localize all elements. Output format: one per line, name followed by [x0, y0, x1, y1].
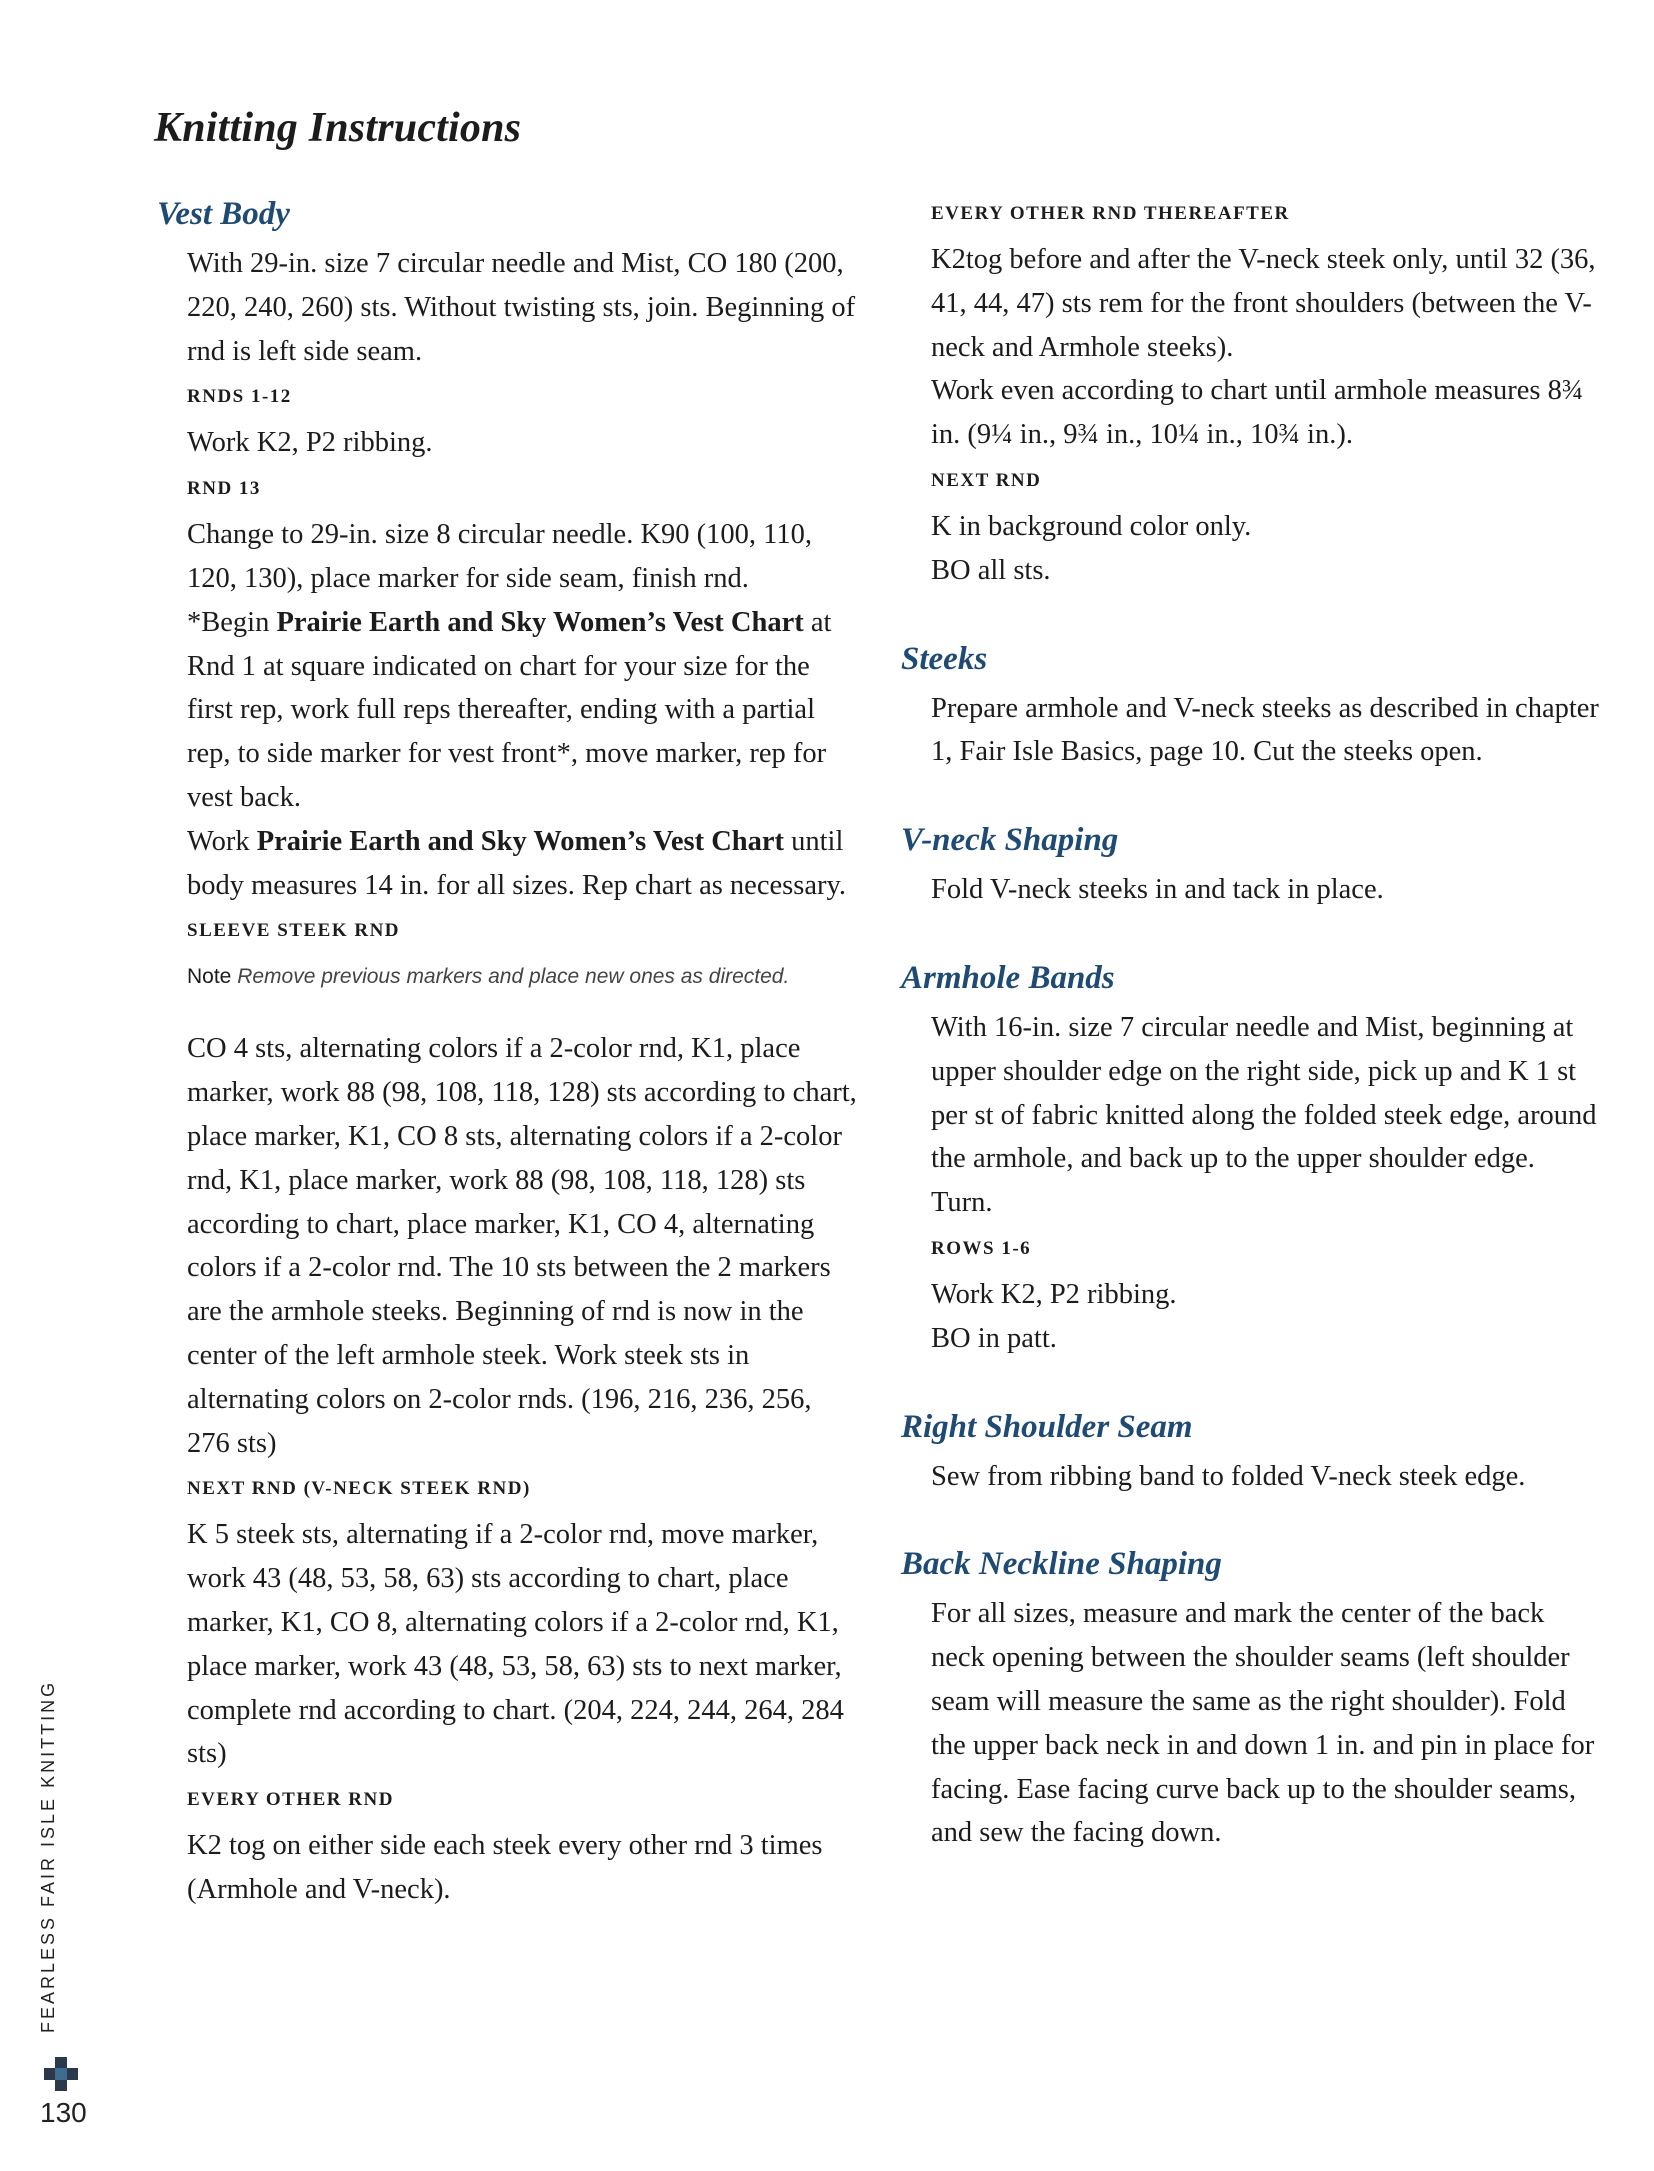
left-column [157, 194, 857, 1920]
label-next-rnd-vneck: NEXT RND (V-NECK STEEK RND) [187, 1478, 531, 1500]
steeks-text: Prepare armhole and V-neck steeks as described in chapter 1, Fair Isle Basics, page 10. Cut the steeks open. [931, 692, 1599, 768]
rows-1-6-text: Work K2, P2 ribbing. [931, 1278, 1177, 1310]
label-rnds-1-12: RNDS 1-12 [187, 386, 292, 408]
vneck-text: Fold V-neck steeks in and tack in place. [931, 874, 1384, 906]
work-chart-post: until body measures 14 in. for all sizes. Rep chart as necessary. [187, 825, 846, 901]
section-heading-vest-body: Vest Body [157, 196, 290, 232]
bo-text: BO all sts. [931, 554, 1051, 586]
rnds-1-12-text: Work K2, P2 ribbing. [187, 427, 433, 459]
label-every-other-rnd: EVERY OTHER RND [187, 1789, 394, 1811]
section-heading-steeks: Steeks [901, 640, 988, 677]
section-heading-right-shoulder: Right Shoulder Seam [901, 1408, 1193, 1445]
bo-patt-text: BO in patt. [931, 1322, 1057, 1354]
rnd-13-chart-pre: *Begin [187, 606, 277, 638]
spacer [901, 782, 1601, 820]
work-chart-text [187, 820, 857, 908]
note [187, 955, 857, 999]
section-heading-armhole: Armhole Bands [901, 959, 1115, 996]
right-column [901, 198, 1601, 1863]
side-footer-text: FEARLESS FAIR ISLE KNITTING [38, 1679, 58, 2033]
label-rows-1-6: ROWS 1-6 [931, 1237, 1032, 1259]
note-text: Remove previous markers and place new ones as directed. [237, 965, 790, 989]
spacer [901, 601, 1601, 639]
label-next-rnd: NEXT RND [931, 469, 1042, 491]
every-other-thereafter-text: K2tog before and after the V-neck steek only, until 32 (36, 41, 44, 47) sts rem for the front shoulders (between the V-neck and Armhole steeks). [931, 244, 1596, 363]
spacer [901, 1506, 1601, 1544]
section-heading-vneck: V-neck Shaping [901, 822, 1119, 859]
armhole-text: With 16-in. size 7 circular needle and Mist, beginning at upper shoulder edge on the right side, pick up and K 1 st per st of fabric knitted along the folded steek edge, around the armhole, and back up to the upper shoulder edge. Turn. [931, 1011, 1597, 1219]
spacer [901, 1369, 1601, 1407]
work-even-text: Work even according to chart until armhole measures 8¾ in. (9¼ in., 9¾ in., 10¼ in., 10¾ in.). [931, 375, 1584, 451]
rnd-13-chart-post: at Rnd 1 at square indicated on chart for your size for the first rep, work full reps thereafter, ending with a partial rep, to side marker for vest front*, move marker, rep for vest back. [187, 606, 832, 813]
page-number: 130 [40, 2097, 87, 2128]
label-rnd-13: RND 13 [187, 478, 261, 500]
every-other-rnd-text: K2 tog on either side each steek every other rnd 3 times (Armhole and V-neck). [187, 1830, 823, 1905]
next-rnd-text: K in background color only. [931, 510, 1252, 542]
right-shoulder-text: Sew from ribbing band to folded V-neck steek edge. [931, 1460, 1526, 1492]
work-chart-pre: Work [187, 825, 257, 857]
next-rnd-vneck-text: K 5 steek sts, alternating if a 2-color rnd, move marker, work 43 (48, 53, 58, 63) sts according to chart, place marker, K1, CO 8, alternating colors if a 2-color rnd, K1, place marker, work 43 (48, 53, 58, 63) sts to next marker, complete rnd according to chart. (204, 224, 244, 264, 284 sts) [187, 1519, 844, 1770]
spacer [901, 920, 1601, 958]
rnd-13-text: Change to 29-in. size 8 circular needle. K90 (100, 110, 120, 130), place marker for side seam, finish rnd. [187, 519, 812, 594]
note-label: Note [187, 965, 232, 989]
section-heading-back-neckline: Back Neckline Shaping [901, 1546, 1222, 1583]
label-every-other-thereafter: EVERY OTHER RND THEREAFTER [931, 203, 1290, 224]
page-title: Knitting Instructions [154, 105, 522, 151]
chart-name-2: Prairie Earth and Sky Women’s Vest Chart [256, 825, 785, 857]
vest-body-intro: With 29-in. size 7 circular needle and Mist, CO 180 (200, 220, 240, 260) sts. Without twisting sts, join. Beginning of rnd is left side seam. [187, 248, 856, 367]
rnd-13-chart-text [187, 601, 857, 820]
sleeve-steek-text: CO 4 sts, alternating colors if a 2-color rnd, K1, place marker, work 88 (98, 108, 118, 128) sts according to chart, place marker, K1, CO 8 sts, alternating colors if a 2-color rnd, K1, place marker, work 88 (98, 108, 118, 128) sts according to chart, place marker, K1, CO 4, alternating colors if a 2-color rnd. The 10 sts between the 2 markers are the armhole steeks. Beginning of rnd is now in the center of the left armhole steek. Work steek sts in alternating colors on 2-color rnds. (196, 216, 236, 256, 276 sts) [187, 1033, 857, 1459]
cross-icon [44, 2057, 78, 2091]
label-sleeve-steek-rnd: SLEEVE STEEK RND [187, 920, 401, 942]
chart-name: Prairie Earth and Sky Women’s Vest Chart [276, 606, 804, 638]
back-neckline-text: For all sizes, measure and mark the center of the back neck opening between the shoulder seams (left shoulder seam will measure the same as the right shoulder). Fold the upper back neck in and down 1 in. and pin in place for facing. Ease facing curve back up to the shoulder seams, and sew the facing down. [931, 1598, 1595, 1849]
